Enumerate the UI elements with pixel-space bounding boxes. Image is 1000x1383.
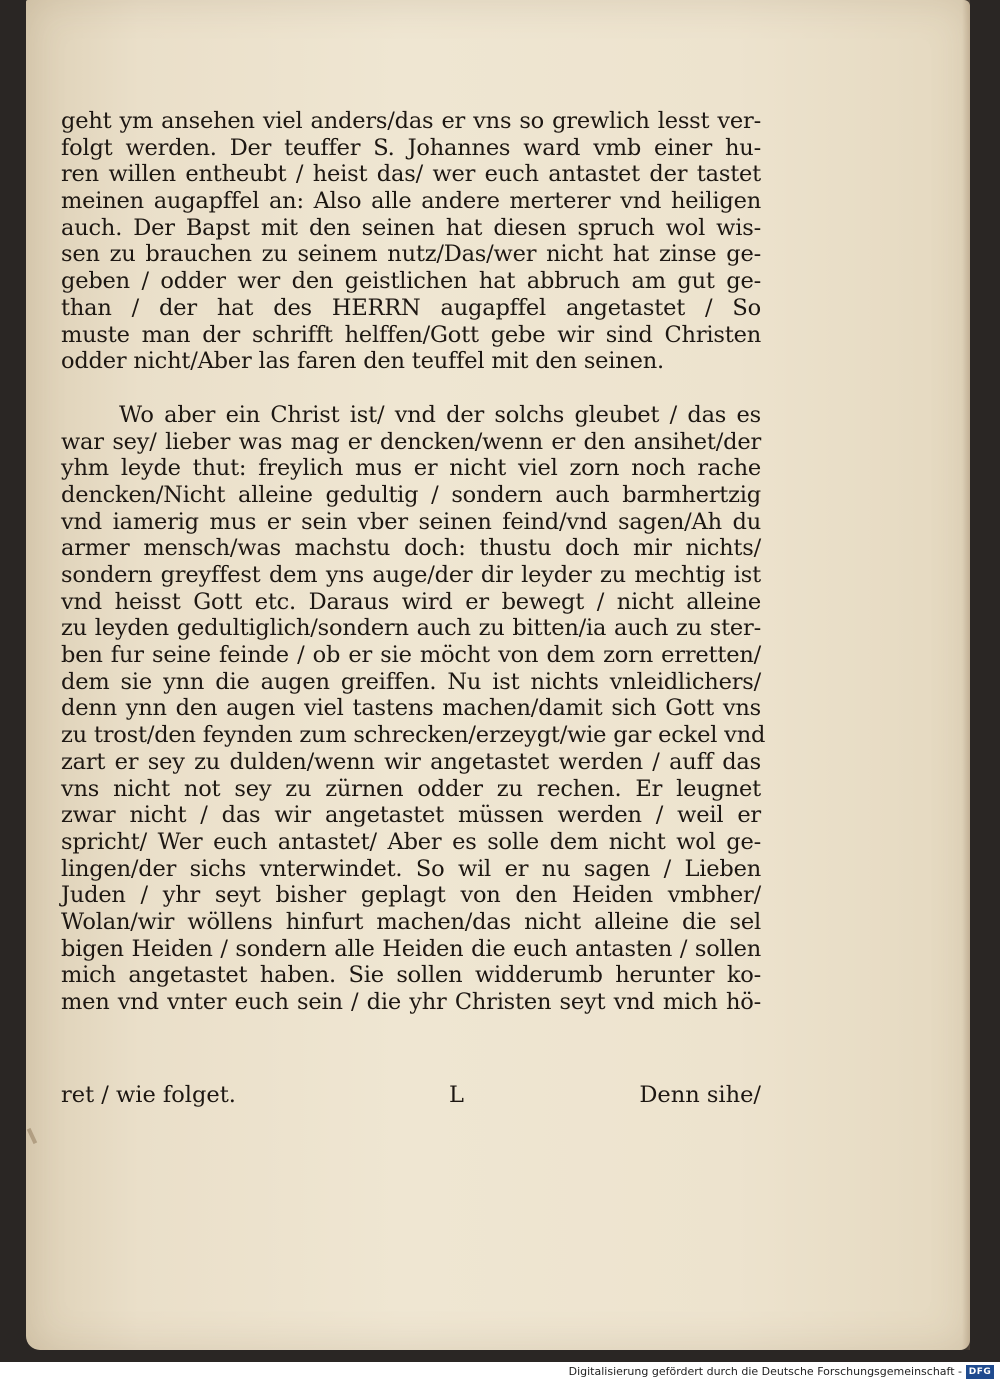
text-line: Wo aber ein Christ ist/ vnd der solchs gleubet / das es bbox=[119, 401, 761, 428]
text-line: sen zu brauchen zu seinem nutz/Das/wer nicht hat zinse ge- bbox=[61, 241, 761, 268]
dfg-logo: DFG bbox=[966, 1365, 994, 1379]
text-line: meinen augapffel an: Also alle andere merterer vnd heiligen bbox=[61, 188, 761, 215]
text-line: vnd heisst Gott etc. Daraus wird er bewegt / nicht alleine bbox=[61, 588, 761, 615]
paragraph-gap bbox=[61, 375, 761, 402]
text-line: than / der hat des HERRN augapffel angetastet / So bbox=[61, 294, 761, 321]
text-line: dencken/Nicht alleine gedultig / sondern auch barmhertzig bbox=[61, 481, 761, 508]
text-line: odder nicht/Aber las faren den teuffel mit den seinen. bbox=[61, 348, 664, 375]
text-line: zwar nicht / das wir angetastet müssen werden / weil er bbox=[61, 802, 761, 829]
text-line: bigen Heiden / sondern alle Heiden die euch antasten / sollen bbox=[61, 935, 761, 962]
text-line: lingen/der sichs vnterwindet. So wil er nu sagen / Lieben bbox=[61, 855, 761, 882]
text-line: vnd iamerig mus er sein vber seinen feind/vnd sagen/Ah du bbox=[61, 508, 761, 535]
text-line: geben / odder wer den geistlichen hat abbruch am gut ge- bbox=[61, 268, 761, 295]
footer-bar bbox=[0, 1362, 1000, 1383]
text-line: war sey/ lieber was mag er dencken/wenn er den ansihet/der bbox=[61, 428, 761, 455]
text-line: vns nicht not sey zu zürnen odder zu rechen. Er leugnet bbox=[61, 775, 761, 802]
text-line: yhm leyde thut: freylich mus er nicht viel zorn noch rache bbox=[61, 455, 761, 482]
page-edge-shadow bbox=[962, 0, 970, 1350]
signature-mark: L bbox=[449, 1082, 464, 1108]
text-line: ben fur seine feinde / ob er sie möcht von dem zorn erretten/ bbox=[61, 642, 761, 669]
text-line: mich angetastet haben. Sie sollen widderumb herunter ko- bbox=[61, 962, 761, 989]
funding-credit: Digitalisierung gefördert durch die Deutsche Forschungsgemeinschaft - bbox=[568, 1365, 962, 1378]
text-line: zart er sey zu dulden/wenn wir angetastet werden / auff das bbox=[61, 748, 761, 775]
text-line: men vnd vnter euch sein / die yhr Christen seyt vnd mich hö- bbox=[61, 989, 761, 1015]
paragraph-1 bbox=[61, 108, 761, 375]
text-line: ren willen entheubt / heist das/ wer euch antastet der tastet bbox=[61, 161, 761, 188]
text-line: folgt werden. Der teuffer S. Johannes ward vmb einer hu- bbox=[61, 134, 761, 161]
page-text bbox=[61, 108, 766, 1016]
page-foot-line bbox=[61, 1082, 761, 1112]
last-line: ret / wie folget. bbox=[61, 1082, 236, 1108]
text-line: armer mensch/was machstu doch: thustu doch mir nichts/ bbox=[61, 535, 761, 562]
text-line: dem sie ynn die augen greiffen. Nu ist nichts vnleidlichers/ bbox=[61, 668, 761, 695]
text-line: geht ym ansehen viel anders/das er vns so grewlich lesst ver- bbox=[61, 108, 761, 134]
text-line: denn ynn den augen viel tastens machen/damit sich Gott vns bbox=[61, 695, 761, 722]
text-line: Wolan/wir wöllens hinfurt machen/das nicht alleine die sel bbox=[61, 908, 761, 935]
text-line: zu trost/den feynden zum schrecken/erzeygt/wie gar eckel vnd bbox=[61, 722, 766, 749]
text-line: auch. Der Bapst mit den seinen hat diesen spruch wol wis- bbox=[61, 214, 761, 241]
text-line: spricht/ Wer euch antastet/ Aber es solle dem nicht wol ge- bbox=[61, 828, 761, 855]
text-line: Juden / yhr seyt bisher geplagt von den Heiden vmbher/ bbox=[61, 882, 761, 909]
paragraph-2 bbox=[61, 401, 766, 1016]
text-line: muste man der schrifft helffen/Gott gebe wir sind Christen bbox=[61, 321, 761, 348]
text-line: zu leyden gedultiglich/sondern auch zu bitten/ia auch zu ster- bbox=[61, 615, 761, 642]
text-line: sondern greyffest dem yns auge/der dir leyder zu mechtig ist bbox=[61, 562, 761, 588]
catchword: Denn sihe/ bbox=[639, 1082, 761, 1108]
